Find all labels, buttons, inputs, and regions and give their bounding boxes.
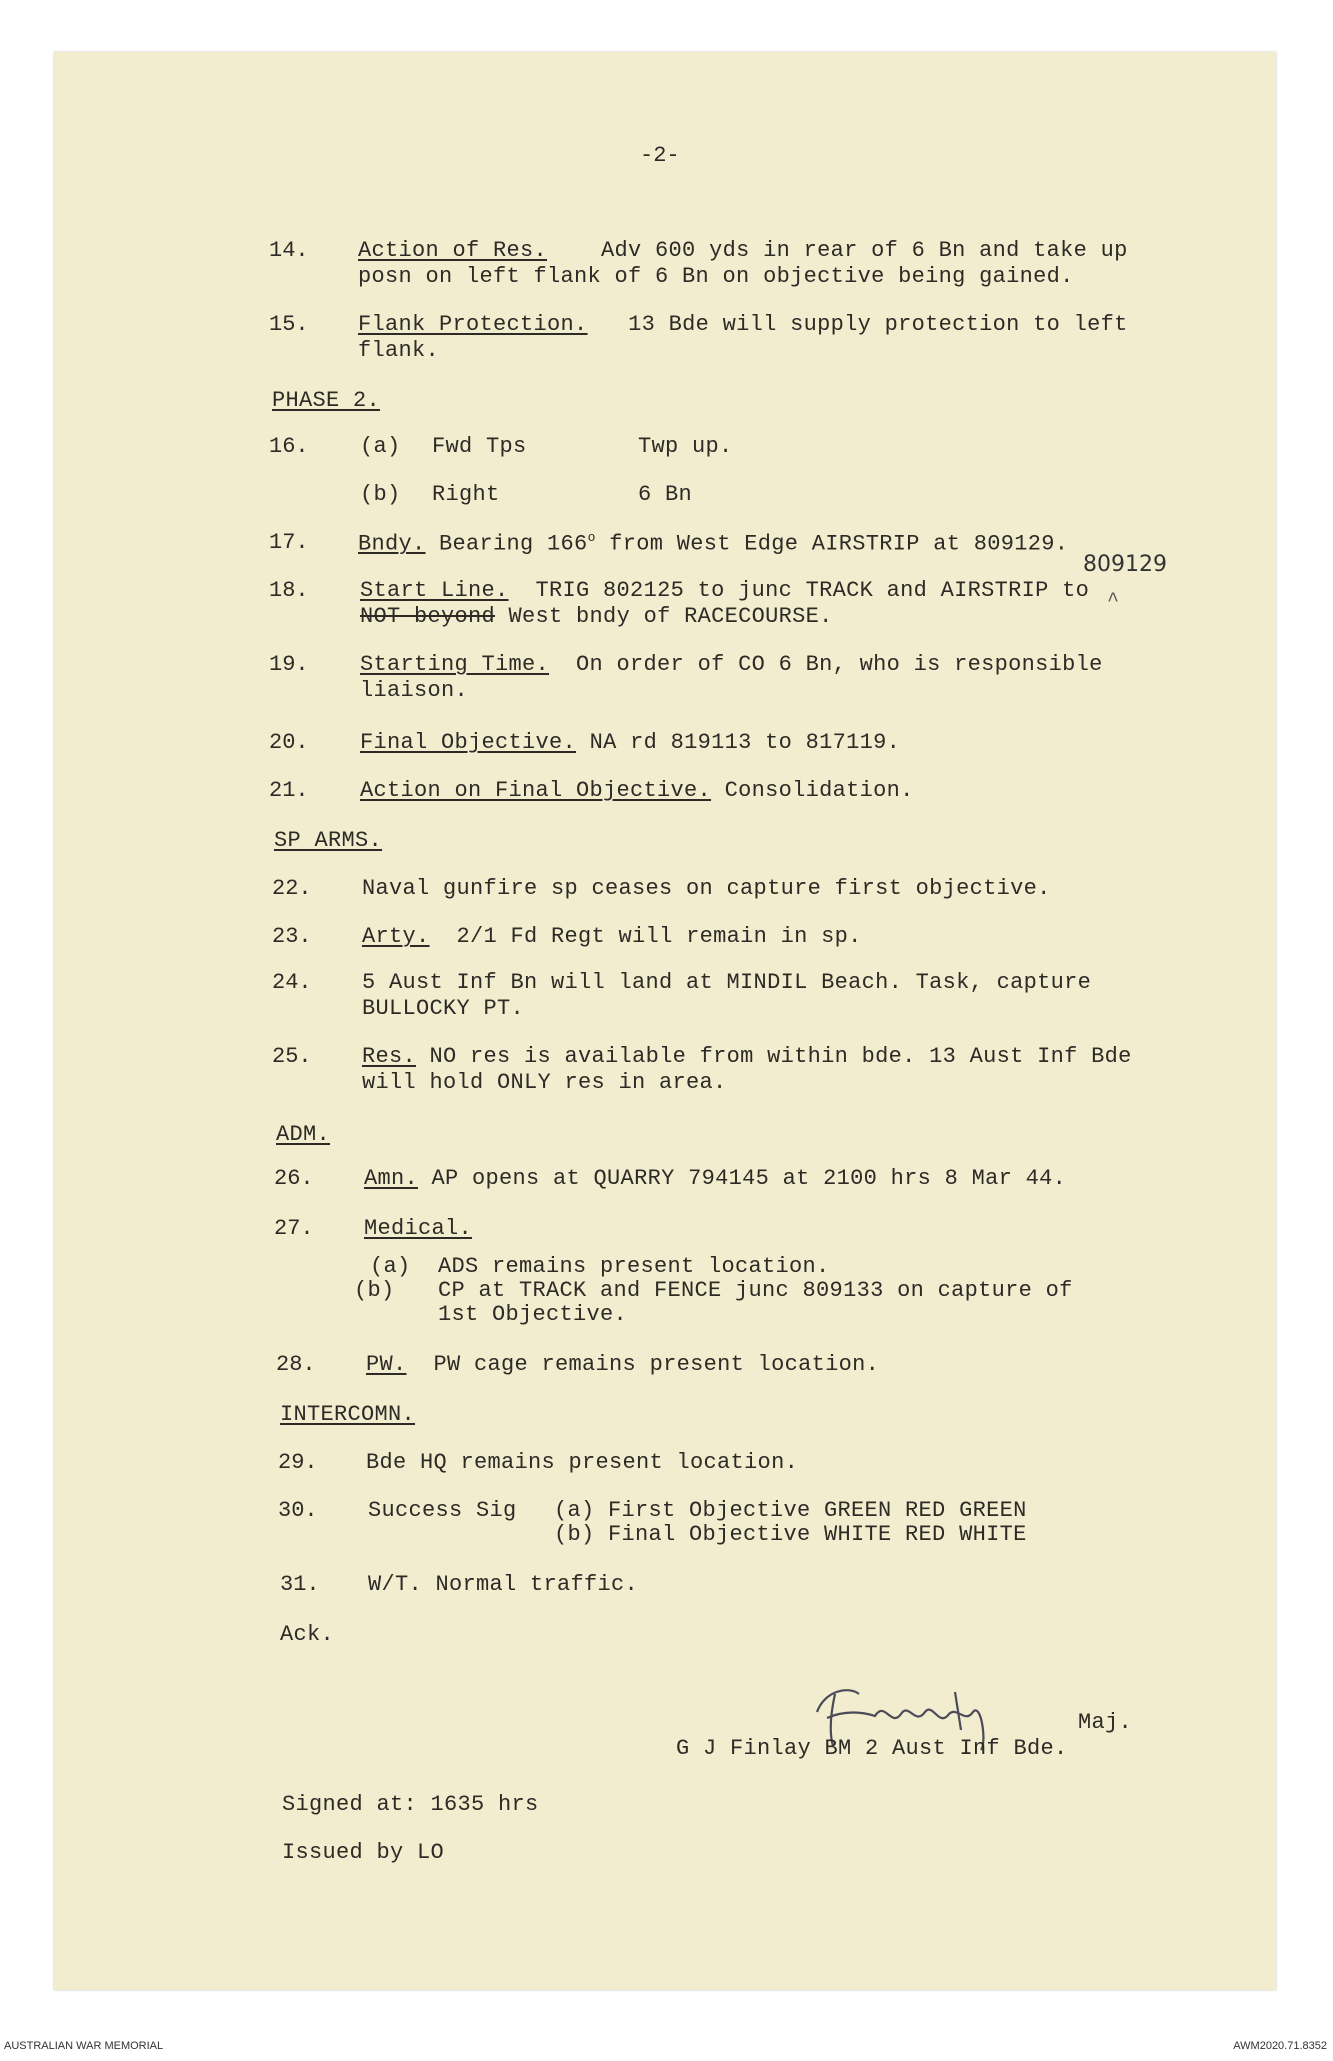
para-17-text-b: from West Edge AIRSTRIP at 809129. [609, 531, 1069, 557]
para-17-text-a: Bearing 166 [439, 531, 588, 557]
issued-by: Issued by LO [282, 1840, 445, 1865]
intercomm-heading: INTERCOMN. [280, 1402, 416, 1427]
para-16-b-label: (b) [360, 482, 401, 507]
para-27-b-label: (b) [354, 1278, 395, 1303]
para-30-a: (a) First Objective GREEN RED GREEN [554, 1498, 1027, 1523]
para-14-text2: posn on left flank of 6 Bn on objective being gained. [358, 264, 1074, 289]
para-19-number: 19. [269, 652, 309, 677]
para-26-text: AP opens at QUARRY 794145 at 2100 hrs 8 Mar 44. [431, 1166, 1067, 1191]
para-31-text: W/T. Normal traffic. [368, 1572, 639, 1597]
para-28-heading: PW. [366, 1352, 407, 1377]
para-27-heading: Medical. [364, 1216, 473, 1241]
para-14-text1: Adv 600 yds in rear of 6 Bn and take up [601, 238, 1128, 263]
degree-sup: o [587, 530, 596, 545]
para-16-a-value: Twp up. [638, 434, 733, 459]
para-24-number: 24. [272, 970, 312, 995]
para-26-line [364, 1166, 1066, 1191]
para-21-heading: Action on Final Objective. [360, 778, 712, 803]
footer-left: AUSTRALIAN WAR MEMORIAL [4, 2040, 164, 2052]
para-28-line [366, 1352, 879, 1377]
para-16-number: 16. [269, 434, 309, 459]
para-18-heading: Start Line. [360, 578, 509, 603]
para-21-line [360, 778, 914, 803]
para-27-number: 27. [274, 1216, 314, 1241]
para-25-number: 25. [272, 1044, 312, 1069]
para-24-text1: 5 Aust Inf Bn will land at MINDIL Beach. Task, capture [362, 970, 1092, 995]
para-30-number: 30. [278, 1498, 318, 1523]
para-27-a-label: (a) [370, 1254, 411, 1279]
para-15-heading: Flank Protection. [358, 312, 588, 337]
signed-at: Signed at: 1635 hrs [282, 1792, 539, 1817]
para-20-number: 20. [269, 730, 309, 755]
para-22-number: 22. [272, 876, 312, 901]
page-number: -2- [640, 143, 680, 168]
para-21-text: Consolidation. [724, 778, 914, 803]
para-16-a-key: Fwd Tps [432, 434, 527, 459]
para-14-heading: Action of Res. [358, 238, 548, 263]
para-26-number: 26. [274, 1166, 314, 1191]
para-18-line1 [360, 578, 1089, 603]
para-18-number: 18. [269, 578, 309, 603]
para-23-line [362, 924, 862, 949]
para-15-text2: flank. [358, 338, 440, 363]
para-17-line [358, 530, 1068, 556]
para-18-line2 [360, 604, 833, 629]
signature-rank: Maj. [1078, 1710, 1133, 1735]
phase-2-heading: PHASE 2. [272, 388, 381, 413]
footer-right: AWM2020.71.8352 [1233, 2040, 1327, 2052]
para-20-line [360, 730, 900, 755]
para-18-text1: TRIG 802125 to junc TRACK and AIRSTRIP to [535, 578, 1090, 603]
para-24-text2: BULLOCKY PT. [362, 996, 525, 1021]
para-30-b: (b) Final Objective WHITE RED WHITE [554, 1522, 1027, 1547]
para-14-number: 14. [269, 238, 309, 263]
para-19-text1: On order of CO 6 Bn, who is responsible [576, 652, 1103, 677]
sp-arms-heading: SP ARMS. [274, 828, 383, 853]
para-20-text: NA rd 819113 to 817119. [589, 730, 901, 755]
insertion-caret: ^ [1107, 590, 1120, 613]
para-17-number: 17. [269, 530, 309, 555]
handwritten-correction: 809129 [1083, 552, 1167, 577]
para-19-heading: Starting Time. [360, 652, 550, 677]
para-16-b-value: 6 Bn [638, 482, 693, 507]
para-25-line1 [362, 1044, 1132, 1069]
para-27-b-text1: CP at TRACK and FENCE junc 809133 on capture of [438, 1278, 1073, 1303]
para-26-heading: Amn. [364, 1166, 419, 1191]
para-25-text1: NO res is available from within bde. 13 Aust Inf Bde [429, 1044, 1132, 1069]
para-29-number: 29. [278, 1450, 318, 1475]
adm-heading: ADM. [276, 1122, 331, 1147]
para-16-a-label: (a) [360, 434, 401, 459]
document-page [54, 52, 1276, 1990]
para-28-text: PW cage remains present location. [433, 1352, 880, 1377]
para-27-a-text: ADS remains present location. [438, 1254, 830, 1279]
signature-line: G J Finlay BM 2 Aust Inf Bde. [676, 1736, 1068, 1761]
para-29-text: Bde HQ remains present location. [366, 1450, 799, 1475]
para-30-key: Success Sig [368, 1498, 517, 1523]
ack: Ack. [280, 1622, 335, 1647]
para-15-line1 [358, 312, 1128, 337]
para-15-number: 15. [269, 312, 309, 337]
para-19-line1 [360, 652, 1103, 677]
para-28-number: 28. [276, 1352, 316, 1377]
para-31-number: 31. [280, 1572, 320, 1597]
struck-text: NOT beyond [360, 604, 496, 629]
para-14-line1 [358, 238, 1128, 263]
para-25-text2: will hold ONLY res in area. [362, 1070, 727, 1095]
para-18-text2: West bndy of RACECOURSE. [508, 604, 833, 629]
para-25-heading: Res. [362, 1044, 417, 1069]
para-22-text: Naval gunfire sp ceases on capture first objective. [362, 876, 1051, 901]
para-15-text1: 13 Bde will supply protection to left [628, 312, 1128, 337]
para-23-text: 2/1 Fd Regt will remain in sp. [456, 924, 862, 949]
para-20-heading: Final Objective. [360, 730, 577, 755]
para-23-heading: Arty. [362, 924, 430, 949]
para-27-b-text2: 1st Objective. [438, 1302, 628, 1327]
para-23-number: 23. [272, 924, 312, 949]
para-16-b-key: Right [432, 482, 500, 507]
para-17-heading: Bndy. [358, 531, 426, 557]
para-21-number: 21. [269, 778, 309, 803]
para-19-text2: liaison. [360, 678, 469, 703]
